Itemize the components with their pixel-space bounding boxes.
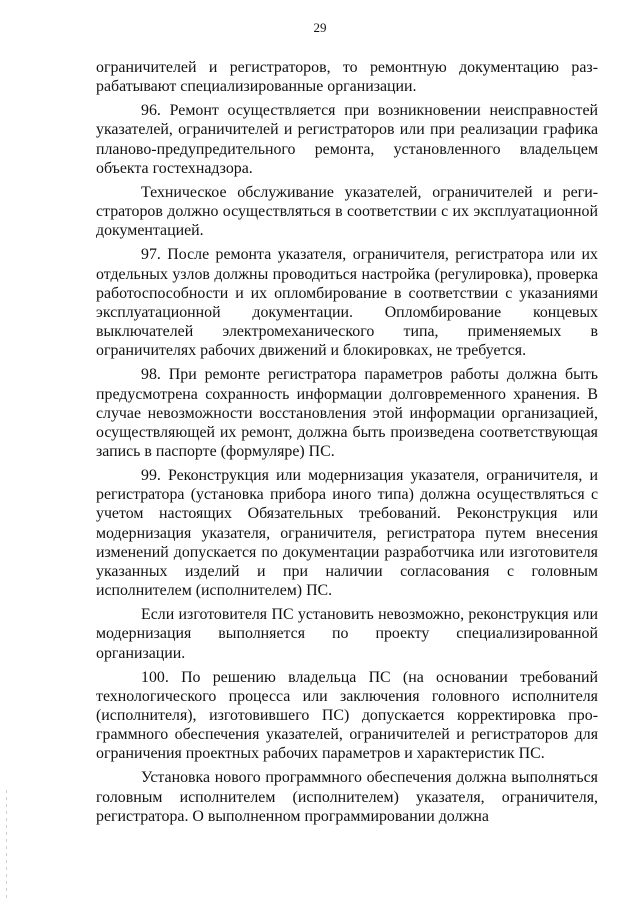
document-body [96, 58, 598, 826]
paragraph-item-97: 97. После ремонта указателя, ограничителя, регистратора или их отдельных узлов должны проводиться настройка (регулировка), проверка работоспособности и их опломбирование в соответствии с указаниями эксплуатационной документации. Опломбирование концевых выключателей электромеханического типа, применяемых в ограничителях рабочих движений и блокировках, не требуется. [96, 246, 598, 360]
paragraph-item-100: 100. По решению владельца ПС (на основании требований технологического процесса или заключения головного исполнителя (исполнителя), изготовившего ПС) допускается корректировка программного обеспечения указателей, ограничителей и регистраторов для ограничения проектных рабочих параметров и характеристик ПС. [96, 668, 598, 763]
paragraph-maintenance: Техническое обслуживание указателей, ограничителей и регистраторов должно осуществляться в соответствии с их эксплуатационной документацией. [96, 183, 598, 240]
paragraph-specialized-project: Если изготовителя ПС установить невозможно, реконструкция или модернизация выполняется по проекту специализированной организации. [96, 606, 598, 662]
page-number: 29 [313, 20, 327, 35]
paragraph-item-99: 99. Реконструкция или модернизация указателя, ограничителя, и регистратора (установка прибора иного типа) должна осуществляться с учетом настоящих Обязательных требований. Реконструкция или модернизация указателя, ограничителя, регистратора путем внесения изменений допускается по документации разработчика или изготовителя указанных изделий и при наличии согласования с головным исполнителем (исполнителем) ПС. [96, 467, 598, 600]
paragraph-software-installation: Установка нового программного обеспечения должна выполняться головным исполнителем (исполнителем) указателя, ограничителя, регистратора. О выполненном программировании должна [96, 769, 598, 825]
paragraph-item-96: 96. Ремонт осуществляется при возникновении неисправностей указателей, ограничителей и регистраторов или при реализации графика планово-предупредительного ремонта, установленного владельцем объекта гостехнадзора. [96, 102, 598, 177]
scan-edge-mark [6, 790, 7, 900]
paragraph-continuation: ограничителей и регистраторов, то ремонтную документацию разрабатывают специализированные организации. [96, 59, 598, 96]
paragraph-item-98: 98. При ремонте регистратора параметров работы должна быть предусмотрена сохранность информации долговременного хранения. В случае невозможности восстановления этой информации организацией, осуществляющей их ремонт, должна быть произведена соответствующая запись в паспорте (формуляре) ПС. [96, 366, 598, 460]
